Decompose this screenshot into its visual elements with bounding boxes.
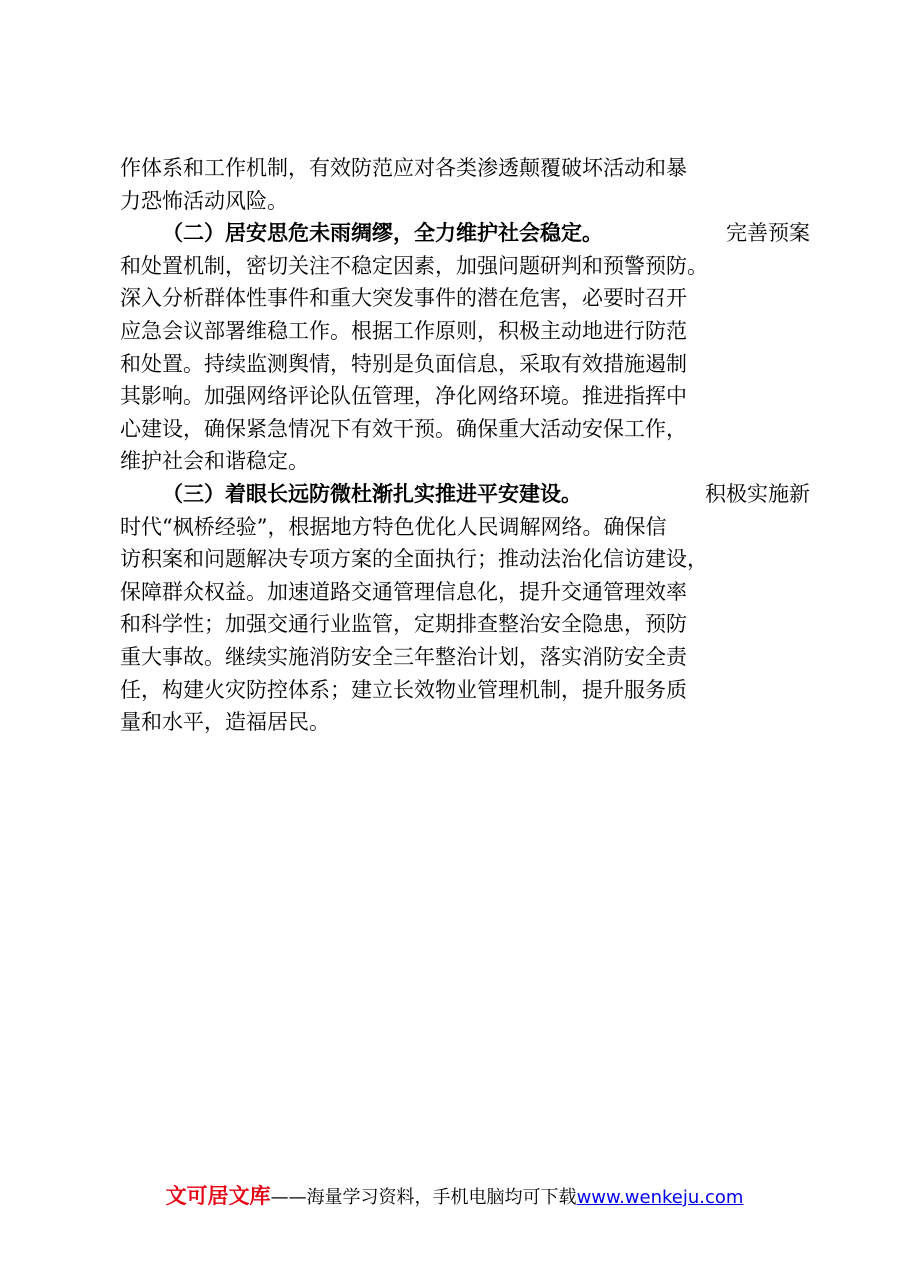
footer-tagline: ——海量学习资料，手机电脑均可下载 bbox=[270, 1187, 577, 1208]
footer-link[interactable]: www.wenkeju.com bbox=[576, 1187, 744, 1208]
text-line-12: 时代“枫桥经验”，根据地方特色优化人民调解网络。确保信 bbox=[120, 514, 667, 539]
footer-brand: 文可居文库 bbox=[165, 1184, 271, 1208]
text-line-7: 和处置。持续监测舆情，特别是负面信息，采取有效措施遏制 bbox=[120, 351, 687, 376]
text-line-4: 和处置机制，密切关注不稳定因素，加强问题研判和预警预防。 bbox=[120, 253, 708, 278]
paragraph-3-heading: （三）着眼长远防微杜渐扎实推进平安建设。 bbox=[162, 480, 582, 506]
text-line-1: 作体系和工作机制，有效防范应对各类渗透颠覆破坏活动和暴 bbox=[120, 156, 687, 180]
text-line-6: 应急会议部署维稳工作。根据工作原则，积极主动地进行防范 bbox=[120, 318, 687, 343]
text-line-13: 访积案和问题解决专项方案的全面执行；推动法治化信访建设， bbox=[120, 547, 708, 572]
text-line-5: 深入分析群体性事件和重大突发事件的潜在危害，必要时召开 bbox=[120, 286, 687, 311]
text-line-9: 心建设，确保紧急情况下有效干预。确保重大活动安保工作， bbox=[120, 416, 687, 441]
text-line-10: 维护社会和谐稳定。 bbox=[120, 449, 309, 474]
footer-banner bbox=[0, 1180, 909, 1210]
text-line-17: 任，构建火灾防控体系；建立长效物业管理机制，提升服务质 bbox=[120, 677, 687, 702]
document-body bbox=[120, 152, 810, 739]
text-line-18: 量和水平，造福居民。 bbox=[120, 710, 330, 735]
text-line-2: 力恐怖活动风险。 bbox=[120, 188, 288, 213]
paragraph-2-first-line bbox=[120, 217, 810, 250]
paragraph-2-heading: （二）居安思危未雨绸缪，全力维护社会稳定。 bbox=[162, 220, 603, 246]
text-line-14: 保障群众权益。加速道路交通管理信息化，提升交通管理效率 bbox=[120, 579, 687, 604]
text-line-8: 其影响。加强网络评论队伍管理，净化网络环境。推进指挥中 bbox=[120, 384, 687, 409]
paragraph-3-rest: 积极实施新 bbox=[705, 481, 810, 506]
text-line-16: 重大事故。继续实施消防安全三年整治计划，落实消防安全责 bbox=[120, 644, 687, 669]
paragraph-2-rest: 完善预案 bbox=[726, 221, 810, 246]
text-line-15: 和科学性；加强交通行业监管，定期排查整治安全隐患，预防 bbox=[120, 612, 687, 637]
paragraph-3-first-line bbox=[120, 478, 810, 511]
